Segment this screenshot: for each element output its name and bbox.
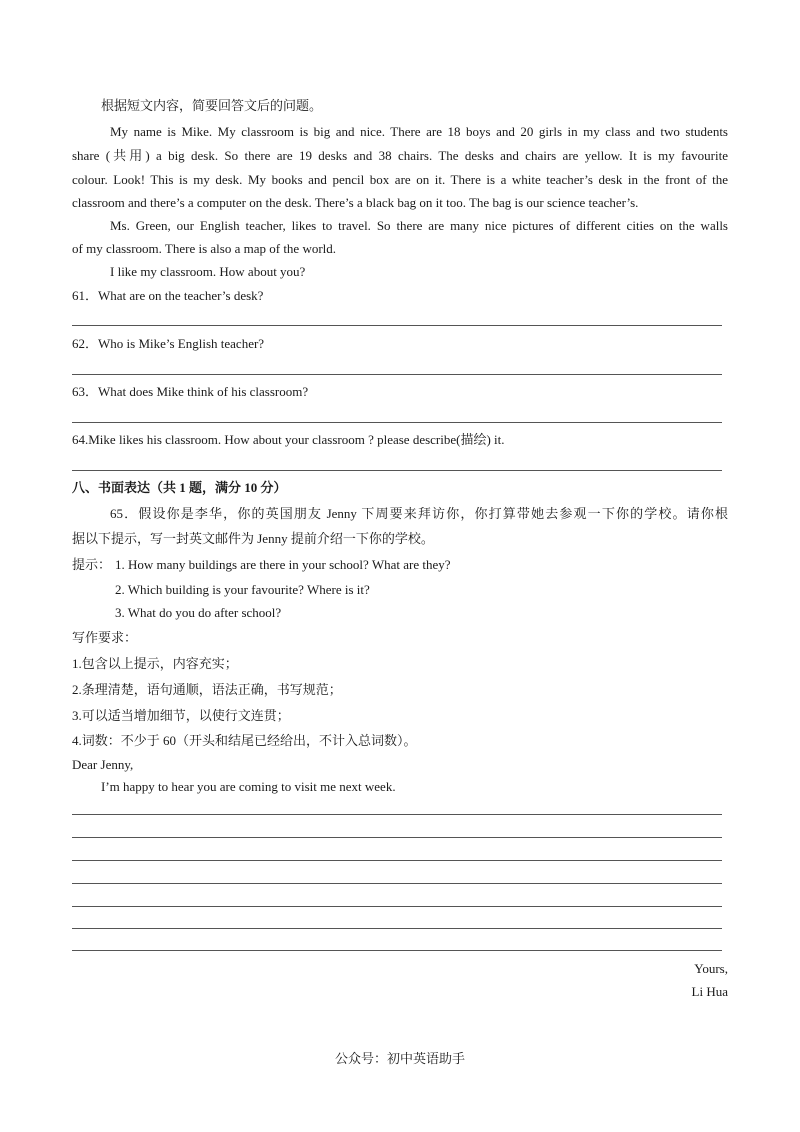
- letter-greeting: Dear Jenny,: [72, 757, 134, 772]
- writing-line: [72, 928, 722, 929]
- passage-line: share (共用) a big desk. So there are 19 desks and 38 chairs. The desks and chairs are yellow. It is my favourite: [72, 148, 728, 163]
- letter-opening: I’m happy to hear you are coming to visit me next week.: [101, 779, 396, 794]
- passage-line: My name is Mike. My classroom is big and nice. There are 18 boys and 20 girls in my class and two students: [110, 124, 728, 139]
- hint-item: 1. How many buildings are there in your school? What are they?: [115, 557, 451, 572]
- question-64: 64.Mike likes his classroom. How about your classroom ? please describe(描绘) it.: [72, 432, 505, 447]
- answer-line: [72, 422, 722, 423]
- instruction-text: 根据短文内容，简要回答文后的问题。: [101, 98, 323, 113]
- answer-line: [72, 325, 722, 326]
- task-line: 65．假设你是李华，你的英国朋友 Jenny 下周要来拜访你，你打算带她去参观一下你的学校。请你根: [110, 506, 728, 521]
- passage-line: of my classroom. There is also a map of the world.: [72, 241, 337, 256]
- answer-line: [72, 374, 722, 375]
- writing-line: [72, 860, 722, 861]
- task-line: 据以下提示，写一封英文邮件为 Jenny 提前介绍一下你的学校。: [72, 531, 434, 546]
- requirement-item: 2.条理清楚，语句通顺，语法正确，书写规范；: [72, 682, 342, 697]
- requirement-item: 3.可以适当增加细节，以使行文连贯；: [72, 708, 290, 723]
- writing-line: [72, 837, 722, 838]
- letter-closing: Yours,: [694, 961, 728, 976]
- requirements-label: 写作要求：: [72, 630, 138, 645]
- passage-line: Ms. Green, our English teacher, likes to travel. So there are many nice pictures of different cities on the walls: [110, 218, 728, 233]
- writing-line: [72, 950, 722, 951]
- letter-signature: Li Hua: [691, 984, 728, 999]
- hint-item: 2. Which building is your favourite? Where is it?: [115, 582, 370, 597]
- passage-line: colour. Look! This is my desk. My books and pencil box are on it. There is a white teacher’s desk in the front of the: [72, 172, 728, 187]
- passage-line: I like my classroom. How about you?: [110, 264, 306, 279]
- writing-line: [72, 814, 722, 815]
- hint-item: 3. What do you do after school?: [115, 605, 282, 620]
- page-footer: 公众号：初中英语助手: [334, 1051, 465, 1066]
- writing-line: [72, 883, 722, 884]
- question-61: 61．What are on the teacher’s desk?: [72, 288, 264, 303]
- requirement-item: 1.包含以上提示，内容充实；: [72, 656, 238, 671]
- hints-label: 提示：: [72, 557, 112, 572]
- writing-line: [72, 906, 722, 907]
- question-63: 63．What does Mike think of his classroom?: [72, 384, 309, 399]
- requirement-item: 4.词数：不少于 60（开头和结尾已经给出，不计入总词数）。: [72, 733, 417, 748]
- section-heading: 八、书面表达（共 1 题，满分 10 分）: [72, 480, 287, 495]
- answer-line: [72, 470, 722, 471]
- question-62: 62．Who is Mike’s English teacher?: [72, 336, 265, 351]
- passage-line: classroom and there’s a computer on the desk. There’s a black bag on it too. The bag is our science teacher’s.: [72, 195, 639, 210]
